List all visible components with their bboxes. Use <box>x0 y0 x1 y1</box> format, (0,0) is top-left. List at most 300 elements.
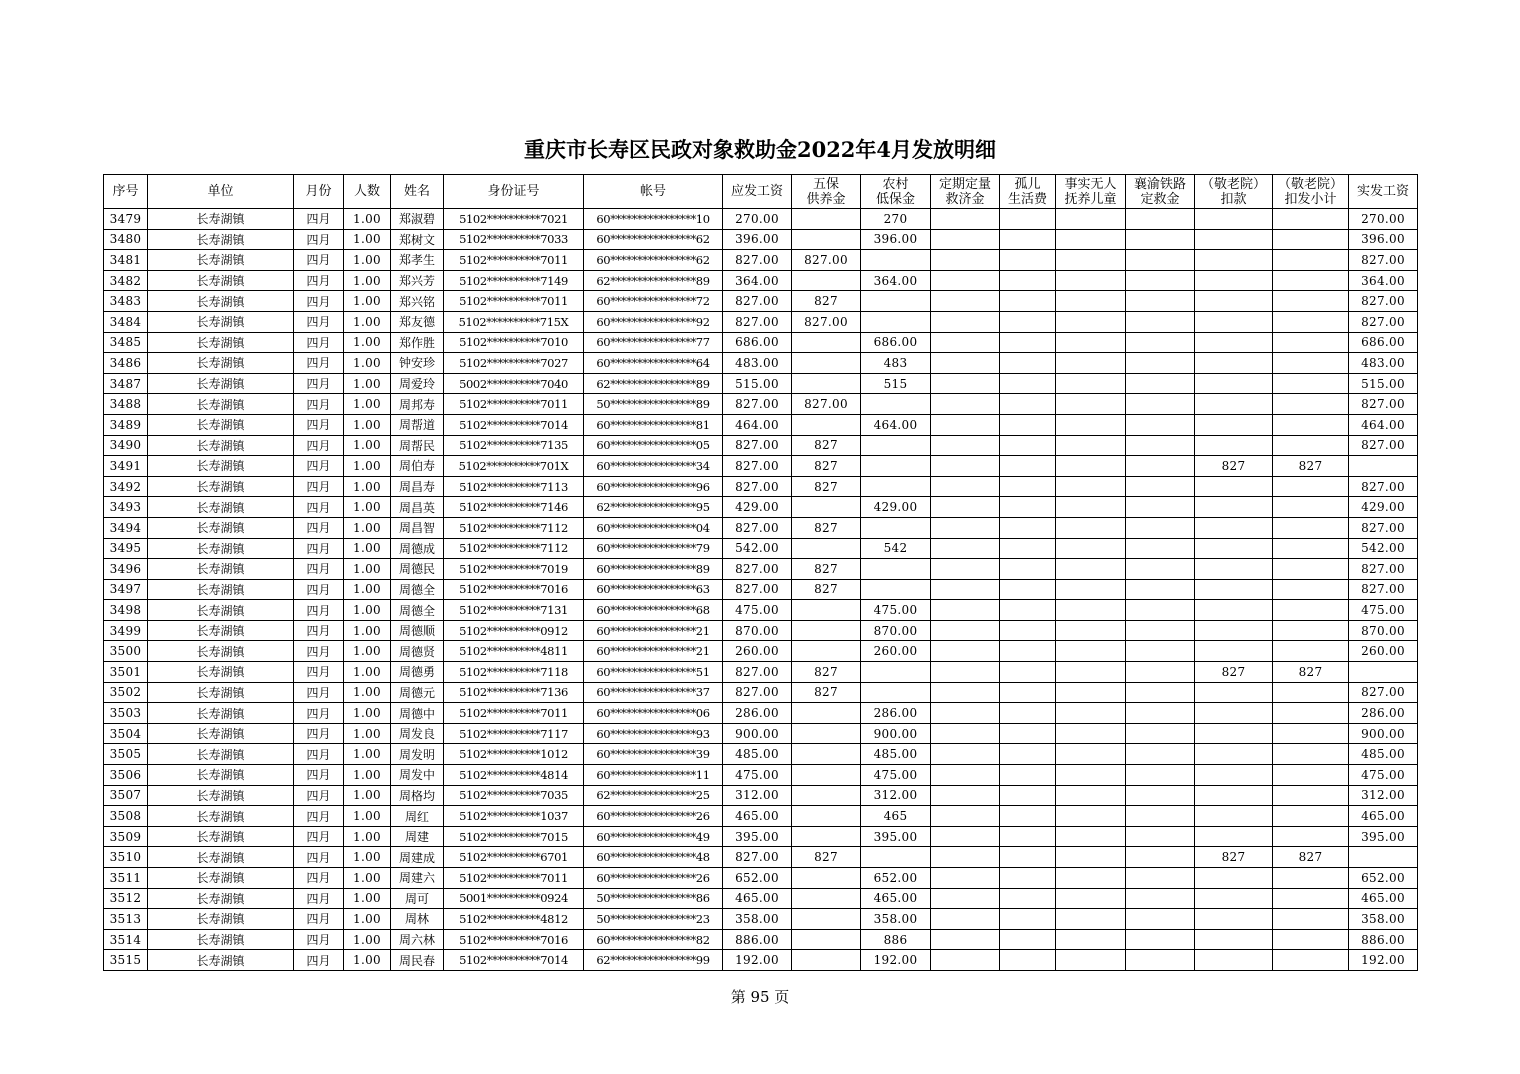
cell-nursing-home-deduction <box>1195 229 1273 250</box>
cell-de-facto-unsupported-children <box>1056 373 1126 394</box>
cell-payable: 270.00 <box>723 209 792 230</box>
cell-name: 周德顺 <box>391 620 444 641</box>
cell-actual-paid: 192.00 <box>1349 950 1418 971</box>
cell-five-guarantee <box>792 497 861 518</box>
cell-rural-subsistence: 192.00 <box>861 950 931 971</box>
cell-de-facto-unsupported-children <box>1056 929 1126 950</box>
table-row <box>104 476 1418 497</box>
cell-regular-relief <box>931 538 1000 559</box>
cell-name: 周建 <box>391 826 444 847</box>
cell-xiangyu-railway-relief <box>1126 229 1195 250</box>
cell-nursing-home-deduction-subtotal: 827 <box>1273 456 1349 477</box>
cell-account: 60****************06 <box>584 703 723 724</box>
cell-count: 1.00 <box>344 394 391 415</box>
cell-five-guarantee <box>792 209 861 230</box>
cell-rural-subsistence: 364.00 <box>861 270 931 291</box>
cell-regular-relief <box>931 394 1000 415</box>
cell-regular-relief <box>931 765 1000 786</box>
cell-payable: 827.00 <box>723 847 792 868</box>
table-row <box>104 373 1418 394</box>
cell-count: 1.00 <box>344 435 391 456</box>
table-row <box>104 785 1418 806</box>
cell-de-facto-unsupported-children <box>1056 353 1126 374</box>
cell-payable: 827.00 <box>723 291 792 312</box>
cell-xiangyu-railway-relief <box>1126 929 1195 950</box>
cell-id-number: 5102**********7010 <box>444 332 584 353</box>
cell-regular-relief <box>931 291 1000 312</box>
cell-nursing-home-deduction <box>1195 332 1273 353</box>
cell-xiangyu-railway-relief <box>1126 600 1195 621</box>
cell-count: 1.00 <box>344 311 391 332</box>
table-row <box>104 291 1418 312</box>
cell-account: 60****************21 <box>584 620 723 641</box>
cell-rural-subsistence: 465 <box>861 806 931 827</box>
cell-xiangyu-railway-relief <box>1126 373 1195 394</box>
table-row <box>104 620 1418 641</box>
cell-de-facto-unsupported-children <box>1056 744 1126 765</box>
cell-payable: 464.00 <box>723 414 792 435</box>
table-row <box>104 270 1418 291</box>
cell-rural-subsistence: 870.00 <box>861 620 931 641</box>
cell-orphan-living <box>1000 641 1056 662</box>
cell-de-facto-unsupported-children <box>1056 785 1126 806</box>
cell-month: 四月 <box>294 250 344 271</box>
cell-nursing-home-deduction-subtotal <box>1273 703 1349 724</box>
cell-five-guarantee <box>792 270 861 291</box>
cell-actual-paid: 827.00 <box>1349 559 1418 580</box>
cell-month: 四月 <box>294 517 344 538</box>
cell-unit: 长寿湖镇 <box>148 600 294 621</box>
cell-name: 钟安珍 <box>391 353 444 374</box>
cell-orphan-living <box>1000 209 1056 230</box>
cell-seq: 3501 <box>104 662 148 683</box>
cell-unit: 长寿湖镇 <box>148 250 294 271</box>
cell-nursing-home-deduction <box>1195 414 1273 435</box>
header-col-unit: 单位 <box>148 175 294 209</box>
cell-unit: 长寿湖镇 <box>148 909 294 930</box>
cell-id-number: 5102**********4811 <box>444 641 584 662</box>
cell-id-number: 5102**********1037 <box>444 806 584 827</box>
cell-unit: 长寿湖镇 <box>148 209 294 230</box>
header-col-month: 月份 <box>294 175 344 209</box>
cell-de-facto-unsupported-children <box>1056 517 1126 538</box>
cell-seq: 3483 <box>104 291 148 312</box>
cell-payable: 286.00 <box>723 703 792 724</box>
cell-unit: 长寿湖镇 <box>148 270 294 291</box>
cell-regular-relief <box>931 723 1000 744</box>
cell-unit: 长寿湖镇 <box>148 868 294 889</box>
cell-nursing-home-deduction-subtotal <box>1273 435 1349 456</box>
cell-xiangyu-railway-relief <box>1126 250 1195 271</box>
cell-orphan-living <box>1000 868 1056 889</box>
cell-account: 60****************34 <box>584 456 723 477</box>
cell-id-number: 5102**********7118 <box>444 662 584 683</box>
cell-xiangyu-railway-relief <box>1126 703 1195 724</box>
cell-month: 四月 <box>294 662 344 683</box>
cell-account: 60****************89 <box>584 559 723 580</box>
cell-nursing-home-deduction-subtotal <box>1273 929 1349 950</box>
cell-xiangyu-railway-relief <box>1126 785 1195 806</box>
cell-actual-paid: 286.00 <box>1349 703 1418 724</box>
cell-account: 60****************92 <box>584 311 723 332</box>
cell-orphan-living <box>1000 909 1056 930</box>
table-row <box>104 353 1418 374</box>
cell-seq: 3497 <box>104 579 148 600</box>
cell-month: 四月 <box>294 703 344 724</box>
cell-nursing-home-deduction-subtotal <box>1273 682 1349 703</box>
cell-name: 周德全 <box>391 579 444 600</box>
cell-orphan-living <box>1000 456 1056 477</box>
cell-actual-paid: 475.00 <box>1349 600 1418 621</box>
cell-de-facto-unsupported-children <box>1056 868 1126 889</box>
cell-id-number: 5102**********715X <box>444 311 584 332</box>
cell-account: 60****************49 <box>584 826 723 847</box>
cell-payable: 827.00 <box>723 559 792 580</box>
cell-id-number: 5102**********7149 <box>444 270 584 291</box>
cell-nursing-home-deduction-subtotal <box>1273 620 1349 641</box>
cell-nursing-home-deduction-subtotal <box>1273 394 1349 415</box>
cell-rural-subsistence: 312.00 <box>861 785 931 806</box>
cell-payable: 475.00 <box>723 765 792 786</box>
cell-orphan-living <box>1000 229 1056 250</box>
cell-month: 四月 <box>294 723 344 744</box>
cell-orphan-living <box>1000 826 1056 847</box>
cell-name: 周邦寿 <box>391 394 444 415</box>
cell-month: 四月 <box>294 826 344 847</box>
cell-rural-subsistence <box>861 847 931 868</box>
cell-id-number: 5102**********7011 <box>444 868 584 889</box>
cell-de-facto-unsupported-children <box>1056 662 1126 683</box>
cell-rural-subsistence: 465.00 <box>861 888 931 909</box>
cell-de-facto-unsupported-children <box>1056 703 1126 724</box>
cell-count: 1.00 <box>344 476 391 497</box>
cell-regular-relief <box>931 868 1000 889</box>
cell-id-number: 5102**********7033 <box>444 229 584 250</box>
cell-xiangyu-railway-relief <box>1126 209 1195 230</box>
header-col-rural-subsistence: 农村 低保金 <box>861 175 931 209</box>
cell-seq: 3509 <box>104 826 148 847</box>
cell-unit: 长寿湖镇 <box>148 476 294 497</box>
cell-payable: 475.00 <box>723 600 792 621</box>
cell-seq: 3503 <box>104 703 148 724</box>
cell-count: 1.00 <box>344 723 391 744</box>
cell-nursing-home-deduction <box>1195 950 1273 971</box>
cell-five-guarantee <box>792 909 861 930</box>
cell-rural-subsistence: 260.00 <box>861 641 931 662</box>
cell-orphan-living <box>1000 559 1056 580</box>
cell-regular-relief <box>931 662 1000 683</box>
cell-orphan-living <box>1000 270 1056 291</box>
cell-id-number: 5102**********7011 <box>444 703 584 724</box>
cell-nursing-home-deduction-subtotal <box>1273 888 1349 909</box>
cell-unit: 长寿湖镇 <box>148 826 294 847</box>
cell-id-number: 5102**********6701 <box>444 847 584 868</box>
cell-actual-paid: 465.00 <box>1349 888 1418 909</box>
cell-account: 60****************68 <box>584 600 723 621</box>
cell-regular-relief <box>931 703 1000 724</box>
cell-nursing-home-deduction-subtotal <box>1273 270 1349 291</box>
cell-month: 四月 <box>294 929 344 950</box>
cell-nursing-home-deduction <box>1195 538 1273 559</box>
cell-name: 周林 <box>391 909 444 930</box>
cell-payable: 886.00 <box>723 929 792 950</box>
cell-count: 1.00 <box>344 847 391 868</box>
cell-account: 60****************26 <box>584 806 723 827</box>
cell-regular-relief <box>931 435 1000 456</box>
cell-nursing-home-deduction-subtotal <box>1273 806 1349 827</box>
cell-rural-subsistence: 475.00 <box>861 765 931 786</box>
cell-account: 60****************82 <box>584 929 723 950</box>
cell-id-number: 5102**********7011 <box>444 291 584 312</box>
cell-nursing-home-deduction-subtotal <box>1273 785 1349 806</box>
cell-name: 周六林 <box>391 929 444 950</box>
cell-seq: 3504 <box>104 723 148 744</box>
cell-name: 周德民 <box>391 559 444 580</box>
cell-count: 1.00 <box>344 909 391 930</box>
cell-five-guarantee <box>792 229 861 250</box>
cell-id-number: 5102**********7011 <box>444 394 584 415</box>
cell-de-facto-unsupported-children <box>1056 826 1126 847</box>
cell-regular-relief <box>931 744 1000 765</box>
cell-nursing-home-deduction <box>1195 703 1273 724</box>
table-row <box>104 600 1418 621</box>
cell-nursing-home-deduction <box>1195 600 1273 621</box>
page-number: 第 95 页 <box>730 988 790 1006</box>
cell-actual-paid: 827.00 <box>1349 311 1418 332</box>
cell-count: 1.00 <box>344 209 391 230</box>
cell-month: 四月 <box>294 538 344 559</box>
cell-five-guarantee <box>792 332 861 353</box>
cell-name: 周昌英 <box>391 497 444 518</box>
cell-nursing-home-deduction-subtotal <box>1273 909 1349 930</box>
cell-actual-paid: 429.00 <box>1349 497 1418 518</box>
cell-regular-relief <box>931 579 1000 600</box>
cell-actual-paid: 364.00 <box>1349 270 1418 291</box>
cell-payable: 870.00 <box>723 620 792 641</box>
cell-id-number: 5102**********7035 <box>444 785 584 806</box>
cell-de-facto-unsupported-children <box>1056 476 1126 497</box>
cell-nursing-home-deduction <box>1195 476 1273 497</box>
cell-payable: 827.00 <box>723 394 792 415</box>
cell-id-number: 5102**********0912 <box>444 620 584 641</box>
cell-unit: 长寿湖镇 <box>148 353 294 374</box>
cell-payable: 686.00 <box>723 332 792 353</box>
cell-rural-subsistence: 900.00 <box>861 723 931 744</box>
cell-regular-relief <box>931 497 1000 518</box>
cell-seq: 3515 <box>104 950 148 971</box>
cell-de-facto-unsupported-children <box>1056 579 1126 600</box>
cell-name: 周发良 <box>391 723 444 744</box>
cell-payable: 260.00 <box>723 641 792 662</box>
cell-nursing-home-deduction <box>1195 929 1273 950</box>
cell-de-facto-unsupported-children <box>1056 909 1126 930</box>
cell-seq: 3490 <box>104 435 148 456</box>
table-row <box>104 950 1418 971</box>
cell-five-guarantee: 827.00 <box>792 250 861 271</box>
cell-regular-relief <box>931 476 1000 497</box>
cell-orphan-living <box>1000 785 1056 806</box>
cell-orphan-living <box>1000 538 1056 559</box>
cell-regular-relief <box>931 353 1000 374</box>
cell-xiangyu-railway-relief <box>1126 579 1195 600</box>
cell-rural-subsistence <box>861 517 931 538</box>
cell-regular-relief <box>931 929 1000 950</box>
cell-payable: 827.00 <box>723 579 792 600</box>
cell-account: 60****************37 <box>584 682 723 703</box>
cell-name: 周格均 <box>391 785 444 806</box>
cell-nursing-home-deduction-subtotal <box>1273 497 1349 518</box>
cell-five-guarantee: 827 <box>792 847 861 868</box>
cell-xiangyu-railway-relief <box>1126 950 1195 971</box>
cell-payable: 827.00 <box>723 250 792 271</box>
cell-seq: 3492 <box>104 476 148 497</box>
cell-xiangyu-railway-relief <box>1126 497 1195 518</box>
cell-rural-subsistence: 483 <box>861 353 931 374</box>
cell-name: 郑兴铭 <box>391 291 444 312</box>
cell-five-guarantee: 827 <box>792 435 861 456</box>
header-col-name: 姓名 <box>391 175 444 209</box>
cell-actual-paid: 827.00 <box>1349 682 1418 703</box>
cell-de-facto-unsupported-children <box>1056 497 1126 518</box>
cell-de-facto-unsupported-children <box>1056 888 1126 909</box>
cell-actual-paid: 485.00 <box>1349 744 1418 765</box>
cell-account: 60****************96 <box>584 476 723 497</box>
cell-regular-relief <box>931 332 1000 353</box>
cell-nursing-home-deduction: 827 <box>1195 847 1273 868</box>
cell-name: 周建成 <box>391 847 444 868</box>
cell-regular-relief <box>931 559 1000 580</box>
cell-rural-subsistence: 395.00 <box>861 826 931 847</box>
payment-table <box>103 174 1418 971</box>
cell-nursing-home-deduction <box>1195 209 1273 230</box>
cell-de-facto-unsupported-children <box>1056 456 1126 477</box>
cell-de-facto-unsupported-children <box>1056 847 1126 868</box>
header-col-seq: 序号 <box>104 175 148 209</box>
cell-seq: 3491 <box>104 456 148 477</box>
cell-id-number: 5102**********701X <box>444 456 584 477</box>
cell-five-guarantee <box>792 826 861 847</box>
cell-xiangyu-railway-relief <box>1126 538 1195 559</box>
cell-xiangyu-railway-relief <box>1126 888 1195 909</box>
cell-xiangyu-railway-relief <box>1126 620 1195 641</box>
cell-five-guarantee <box>792 414 861 435</box>
cell-unit: 长寿湖镇 <box>148 723 294 744</box>
cell-count: 1.00 <box>344 600 391 621</box>
cell-count: 1.00 <box>344 270 391 291</box>
cell-count: 1.00 <box>344 250 391 271</box>
cell-five-guarantee: 827 <box>792 476 861 497</box>
cell-seq: 3482 <box>104 270 148 291</box>
cell-payable: 395.00 <box>723 826 792 847</box>
cell-count: 1.00 <box>344 291 391 312</box>
cell-month: 四月 <box>294 579 344 600</box>
cell-id-number: 5102**********7146 <box>444 497 584 518</box>
cell-regular-relief <box>931 682 1000 703</box>
table-row <box>104 662 1418 683</box>
cell-seq: 3480 <box>104 229 148 250</box>
cell-regular-relief <box>931 517 1000 538</box>
cell-count: 1.00 <box>344 332 391 353</box>
cell-seq: 3499 <box>104 620 148 641</box>
cell-name: 周可 <box>391 888 444 909</box>
cell-de-facto-unsupported-children <box>1056 765 1126 786</box>
cell-seq: 3514 <box>104 929 148 950</box>
cell-xiangyu-railway-relief <box>1126 559 1195 580</box>
cell-payable: 827.00 <box>723 476 792 497</box>
cell-regular-relief <box>931 950 1000 971</box>
cell-unit: 长寿湖镇 <box>148 291 294 312</box>
cell-account: 60****************81 <box>584 414 723 435</box>
cell-xiangyu-railway-relief <box>1126 826 1195 847</box>
cell-nursing-home-deduction-subtotal <box>1273 723 1349 744</box>
cell-xiangyu-railway-relief <box>1126 456 1195 477</box>
cell-rural-subsistence <box>861 311 931 332</box>
cell-month: 四月 <box>294 332 344 353</box>
cell-month: 四月 <box>294 353 344 374</box>
cell-five-guarantee <box>792 888 861 909</box>
cell-nursing-home-deduction <box>1195 497 1273 518</box>
cell-orphan-living <box>1000 394 1056 415</box>
cell-month: 四月 <box>294 888 344 909</box>
cell-count: 1.00 <box>344 579 391 600</box>
cell-account: 60****************48 <box>584 847 723 868</box>
cell-xiangyu-railway-relief <box>1126 414 1195 435</box>
cell-id-number: 5102**********7131 <box>444 600 584 621</box>
cell-seq: 3486 <box>104 353 148 374</box>
cell-orphan-living <box>1000 476 1056 497</box>
cell-nursing-home-deduction-subtotal <box>1273 414 1349 435</box>
cell-rural-subsistence <box>861 476 931 497</box>
cell-id-number: 5102**********7135 <box>444 435 584 456</box>
cell-unit: 长寿湖镇 <box>148 579 294 600</box>
cell-name: 周伯寿 <box>391 456 444 477</box>
cell-account: 60****************62 <box>584 229 723 250</box>
cell-orphan-living <box>1000 847 1056 868</box>
cell-payable: 429.00 <box>723 497 792 518</box>
cell-month: 四月 <box>294 435 344 456</box>
table-row <box>104 250 1418 271</box>
cell-account: 50****************89 <box>584 394 723 415</box>
cell-unit: 长寿湖镇 <box>148 620 294 641</box>
cell-payable: 652.00 <box>723 868 792 889</box>
cell-account: 60****************05 <box>584 435 723 456</box>
table-row <box>104 497 1418 518</box>
cell-month: 四月 <box>294 394 344 415</box>
table-row <box>104 311 1418 332</box>
cell-seq: 3496 <box>104 559 148 580</box>
cell-payable: 900.00 <box>723 723 792 744</box>
cell-xiangyu-railway-relief <box>1126 682 1195 703</box>
cell-regular-relief <box>931 909 1000 930</box>
cell-seq: 3511 <box>104 868 148 889</box>
cell-de-facto-unsupported-children <box>1056 209 1126 230</box>
cell-unit: 长寿湖镇 <box>148 332 294 353</box>
cell-orphan-living <box>1000 353 1056 374</box>
cell-rural-subsistence <box>861 394 931 415</box>
cell-count: 1.00 <box>344 538 391 559</box>
cell-month: 四月 <box>294 682 344 703</box>
cell-nursing-home-deduction-subtotal <box>1273 209 1349 230</box>
cell-seq: 3489 <box>104 414 148 435</box>
cell-unit: 长寿湖镇 <box>148 888 294 909</box>
cell-id-number: 5102**********7021 <box>444 209 584 230</box>
cell-count: 1.00 <box>344 744 391 765</box>
cell-xiangyu-railway-relief <box>1126 744 1195 765</box>
table-body <box>104 209 1418 971</box>
cell-payable: 465.00 <box>723 806 792 827</box>
cell-nursing-home-deduction <box>1195 826 1273 847</box>
cell-name: 郑树文 <box>391 229 444 250</box>
